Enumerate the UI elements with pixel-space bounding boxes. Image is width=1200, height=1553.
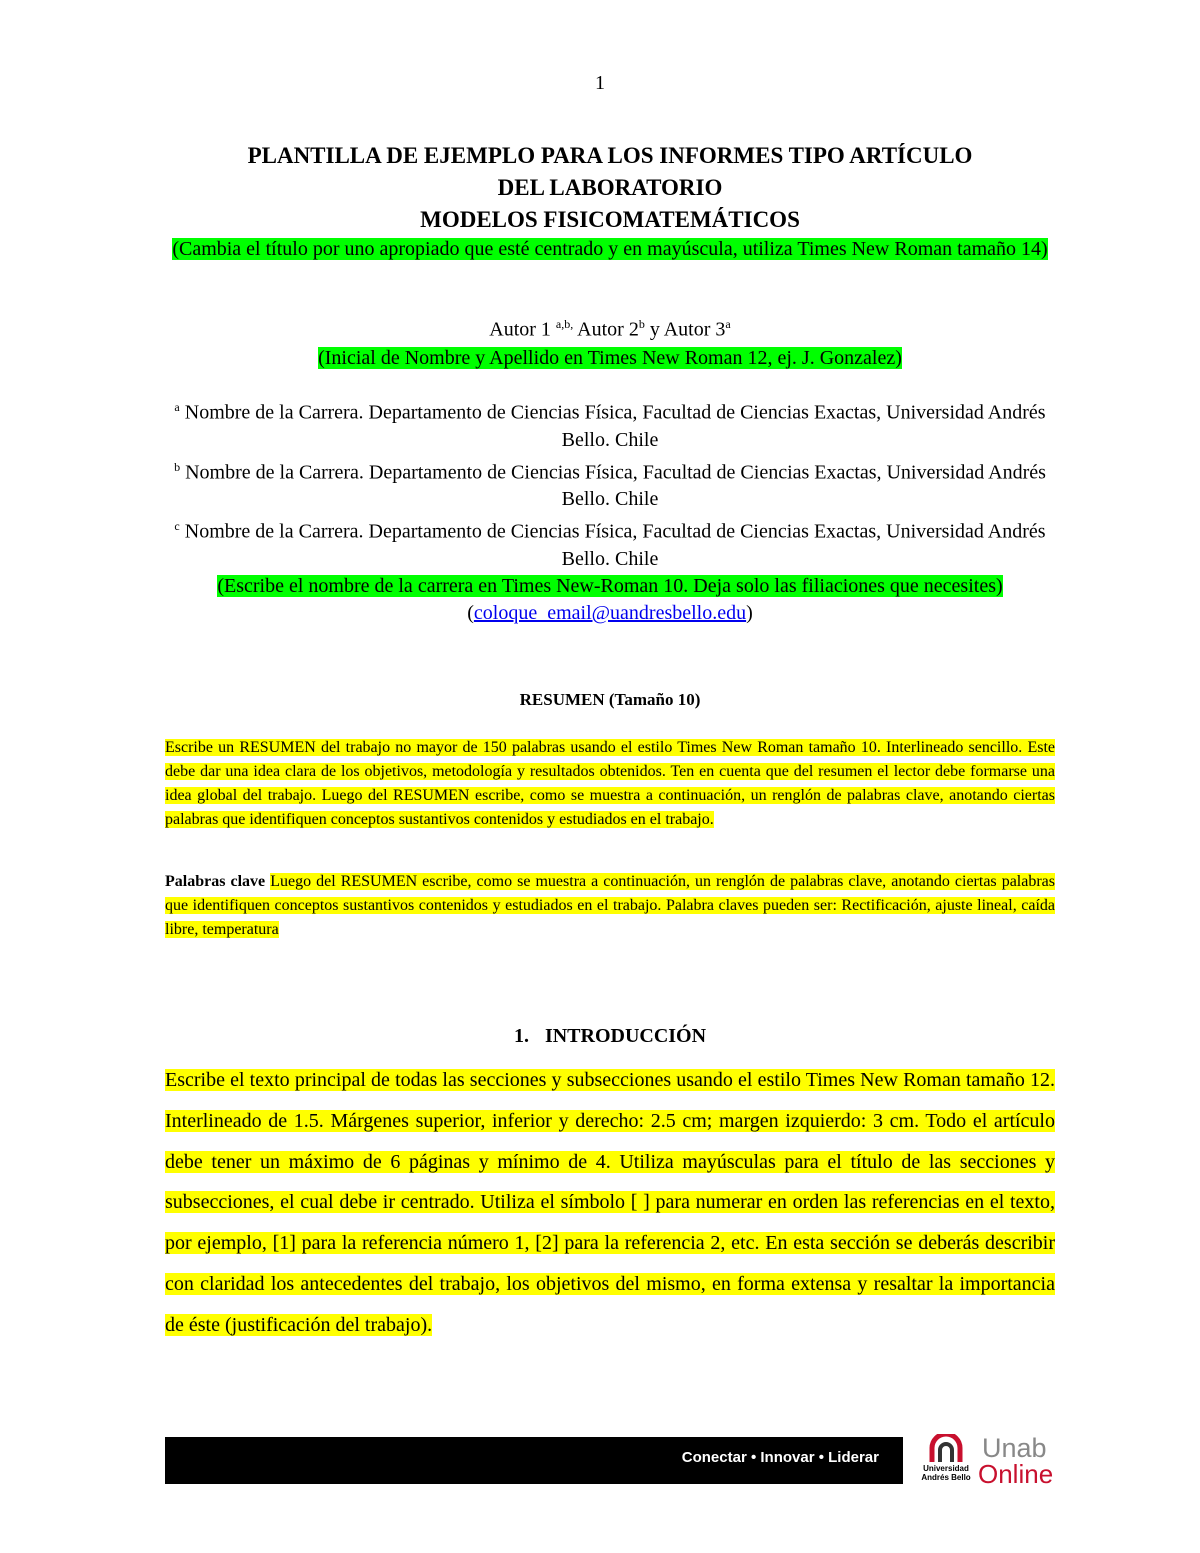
introduction-paragraph xyxy=(165,1060,1055,1346)
abstract-paragraph xyxy=(165,736,1055,832)
authors-block xyxy=(165,310,1055,372)
affiliation-note: (Escribe el nombre de la carrera en Times New-Roman 10. Deja solo las filiaciones que necesites) xyxy=(217,574,1003,597)
abstract-text: Escribe un RESUMEN del trabajo no mayor de 150 palabras usando el estilo Times New Roman tamaño 10. Interlineado sencillo. Este debe dar una idea clara de los objetivos, metodología y resultados obtenidos. Ten en cuenta que del resumen el lector debe formarse una idea global del trabajo. Luego del RESUMEN escribe, como se muestra a continuación, un renglón de palabras clave, anotando ciertas palabras que identifiquen conceptos sustantivos contenidos y estudiados en el trabajo. xyxy=(165,739,1055,828)
email-link[interactable]: coloque_email@uandresbello.edu xyxy=(473,601,747,624)
author-conj: y xyxy=(649,318,660,341)
footer-bar xyxy=(165,1437,903,1484)
author-line xyxy=(165,310,1055,344)
title-line-1: PLANTILLA DE EJEMPLO PARA LOS INFORMES TIPO ARTÍCULO xyxy=(247,143,973,168)
section-number: 1. xyxy=(513,1025,529,1047)
affiliation-c xyxy=(165,513,1055,573)
affiliation-a xyxy=(165,394,1055,454)
affiliation-a-text: Nombre de la Carrera. Departamento de Ciencias Física, Facultad de Ciencias Exactas, Universidad Andrés Bello. Chile xyxy=(184,401,1046,451)
affiliation-b-sup: b xyxy=(174,459,181,474)
section-title: INTRODUCCIÓN xyxy=(544,1025,707,1047)
authors-note: (Inicial de Nombre y Apellido en Times New Roman 12, ej. J. Gonzalez) xyxy=(318,346,902,369)
keywords-paragraph xyxy=(165,870,1055,942)
introduction-text: Escribe el texto principal de todas las secciones y subsecciones usando el estilo Times New Roman tamaño 12. Interlineado de 1.5. Márgenes superior, inferior y derecho: 2.5 cm; margen izquierdo: 3 cm. Todo el artículo debe tener un máximo de 6 páginas y mínimo de 4. Utiliza mayúsculas para el título de las secciones y subsecciones, el cual debe ir centrado. Utiliza el símbolo [ ] para numerar en orden las referencias en el texto, por ejemplo, [1] para la referencia número 1, [2] para la referencia 2, etc. En esta sección se deberás describir con claridad los antecedentes del trabajo, los objetivos del mismo, en forma extensa y resaltar la importancia de éste (justificación del trabajo). xyxy=(165,1069,1055,1336)
author-3: Autor 3 xyxy=(663,318,726,341)
affiliations-block xyxy=(165,394,1055,627)
email-line: (coloque_email@uandresbello.edu) xyxy=(467,601,753,624)
title-note: (Cambia el título por uno apropiado que esté centrado y en mayúscula, utiliza Times New Roman tamaño 14) xyxy=(172,238,1048,260)
keywords-label: Palabras clave xyxy=(165,873,266,890)
footer-slogan: Conectar • Innovar • Liderar xyxy=(681,1449,879,1466)
affiliation-c-sup: c xyxy=(174,519,180,534)
affiliation-a-sup: a xyxy=(174,400,180,414)
university-name: Universidad Andrés Bello xyxy=(921,1464,971,1482)
keywords-text: Luego del RESUMEN escribe, como se muestra a continuación, un renglón de palabras clave, anotando ciertas palabras que identifiquen conceptos sustantivos contenidos y estudiados en el trabajo. Palabra claves pueden ser: Rectificación, ajuste lineal, caída libre, temperatura xyxy=(165,873,1056,938)
author-3-sup: a xyxy=(725,317,731,331)
title-line-3: MODELOS FISICOMATEMÁTICOS xyxy=(420,207,800,232)
author-1-sup: a,b, xyxy=(555,317,574,331)
affiliation-b-text: Nombre de la Carrera. Departamento de Ciencias Física, Facultad de Ciencias Exactas, Universidad Andrés Bello. Chile xyxy=(185,461,1046,511)
title-block xyxy=(165,140,1055,262)
section-heading xyxy=(165,1025,1055,1048)
author-2-sup: b xyxy=(638,317,645,331)
brand-unab: Unab xyxy=(982,1433,1047,1463)
university-seal-icon xyxy=(926,1434,966,1464)
page-number: 1 xyxy=(595,72,605,94)
affiliation-c-text: Nombre de la Carrera. Departamento de Ciencias Física, Facultad de Ciencias Exactas, Universidad Andrés Bello. Chile xyxy=(184,520,1046,570)
abstract-heading: RESUMEN (Tamaño 10) xyxy=(519,690,701,709)
title-line-2: DEL LABORATORIO xyxy=(497,175,723,200)
author-1: Autor 1 xyxy=(489,318,551,341)
brand-online: Online xyxy=(978,1459,1054,1489)
unab-online-logo xyxy=(912,1432,1062,1490)
author-2: Autor 2 xyxy=(577,318,639,341)
affiliation-b xyxy=(165,454,1055,514)
